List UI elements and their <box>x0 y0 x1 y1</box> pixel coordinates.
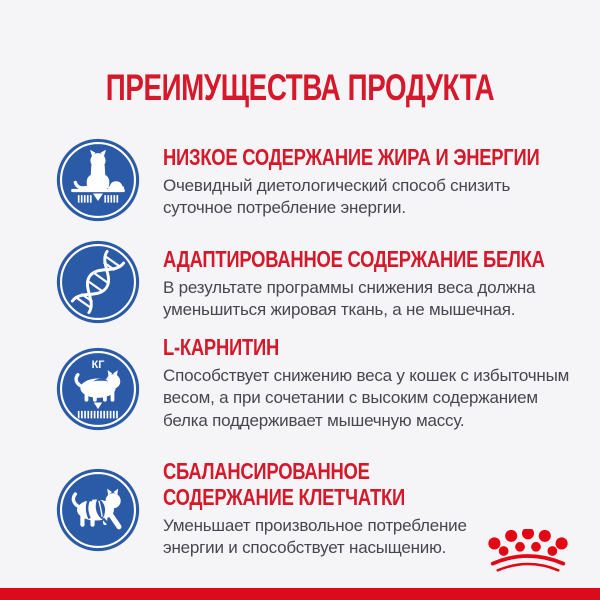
page-title-wrap <box>0 68 600 108</box>
benefit-description-line: В результате программы снижения веса должна <box>163 278 536 297</box>
benefit-heading-line: НИЗКОЕ СОДЕРЖАНИЕ ЖИРА И ЭНЕРГИИ <box>163 144 540 170</box>
benefit-text-protein <box>163 246 600 322</box>
kg-label: КГ <box>91 359 105 371</box>
cat-weight-kg-icon <box>56 347 140 431</box>
dna-helix-icon <box>56 240 140 324</box>
benefit-description-line: весом, а при сочетании с высоким содержанием <box>163 388 538 408</box>
benefit-description <box>163 365 600 432</box>
benefit-description-line: Уменьшает произвольное потребление <box>163 516 467 535</box>
benefit-text-carnitine <box>163 334 600 432</box>
benefit-heading <box>163 246 545 272</box>
benefit-description <box>163 175 600 220</box>
page-title: ПРЕИМУЩЕСТВА ПРОДУКТА <box>105 67 495 108</box>
bottom-red-bar <box>0 588 600 600</box>
benefit-heading-line: СБАЛАНСИРОВАННОЕ <box>163 458 370 484</box>
benefit-description-line: уменьшиться жировая ткань, а не мышечная. <box>163 300 516 320</box>
benefit-heading <box>163 458 531 510</box>
cat-fiber-transit-icon <box>56 468 140 552</box>
benefit-heading <box>163 144 540 170</box>
benefit-description-line: суточное потребление энергии. <box>163 198 406 218</box>
benefit-heading-line: L-КАРНИТИН <box>163 334 280 360</box>
cat-on-scale-with-bowl-icon <box>56 138 140 222</box>
benefit-description-line: Способствует снижению веса у кошек с избыточным <box>163 366 570 385</box>
royal-canin-crown-icon <box>486 529 570 573</box>
benefit-heading-line: АДАПТИРОВАННОЕ СОДЕРЖАНИЕ БЕЛКА <box>163 246 545 272</box>
benefit-heading-line: СОДЕРЖАНИЕ КЛЕТЧАТКИ <box>163 484 405 510</box>
benefit-description-line: Очевидный диетологический способ снизить <box>163 176 511 195</box>
benefit-description-line: энергии и способствует насыщению. <box>163 538 447 558</box>
benefit-text-low-fat <box>163 144 600 220</box>
benefit-heading <box>163 334 531 360</box>
benefit-description-line: белка поддерживает мышечную массу. <box>163 410 465 430</box>
benefit-description <box>163 277 600 322</box>
